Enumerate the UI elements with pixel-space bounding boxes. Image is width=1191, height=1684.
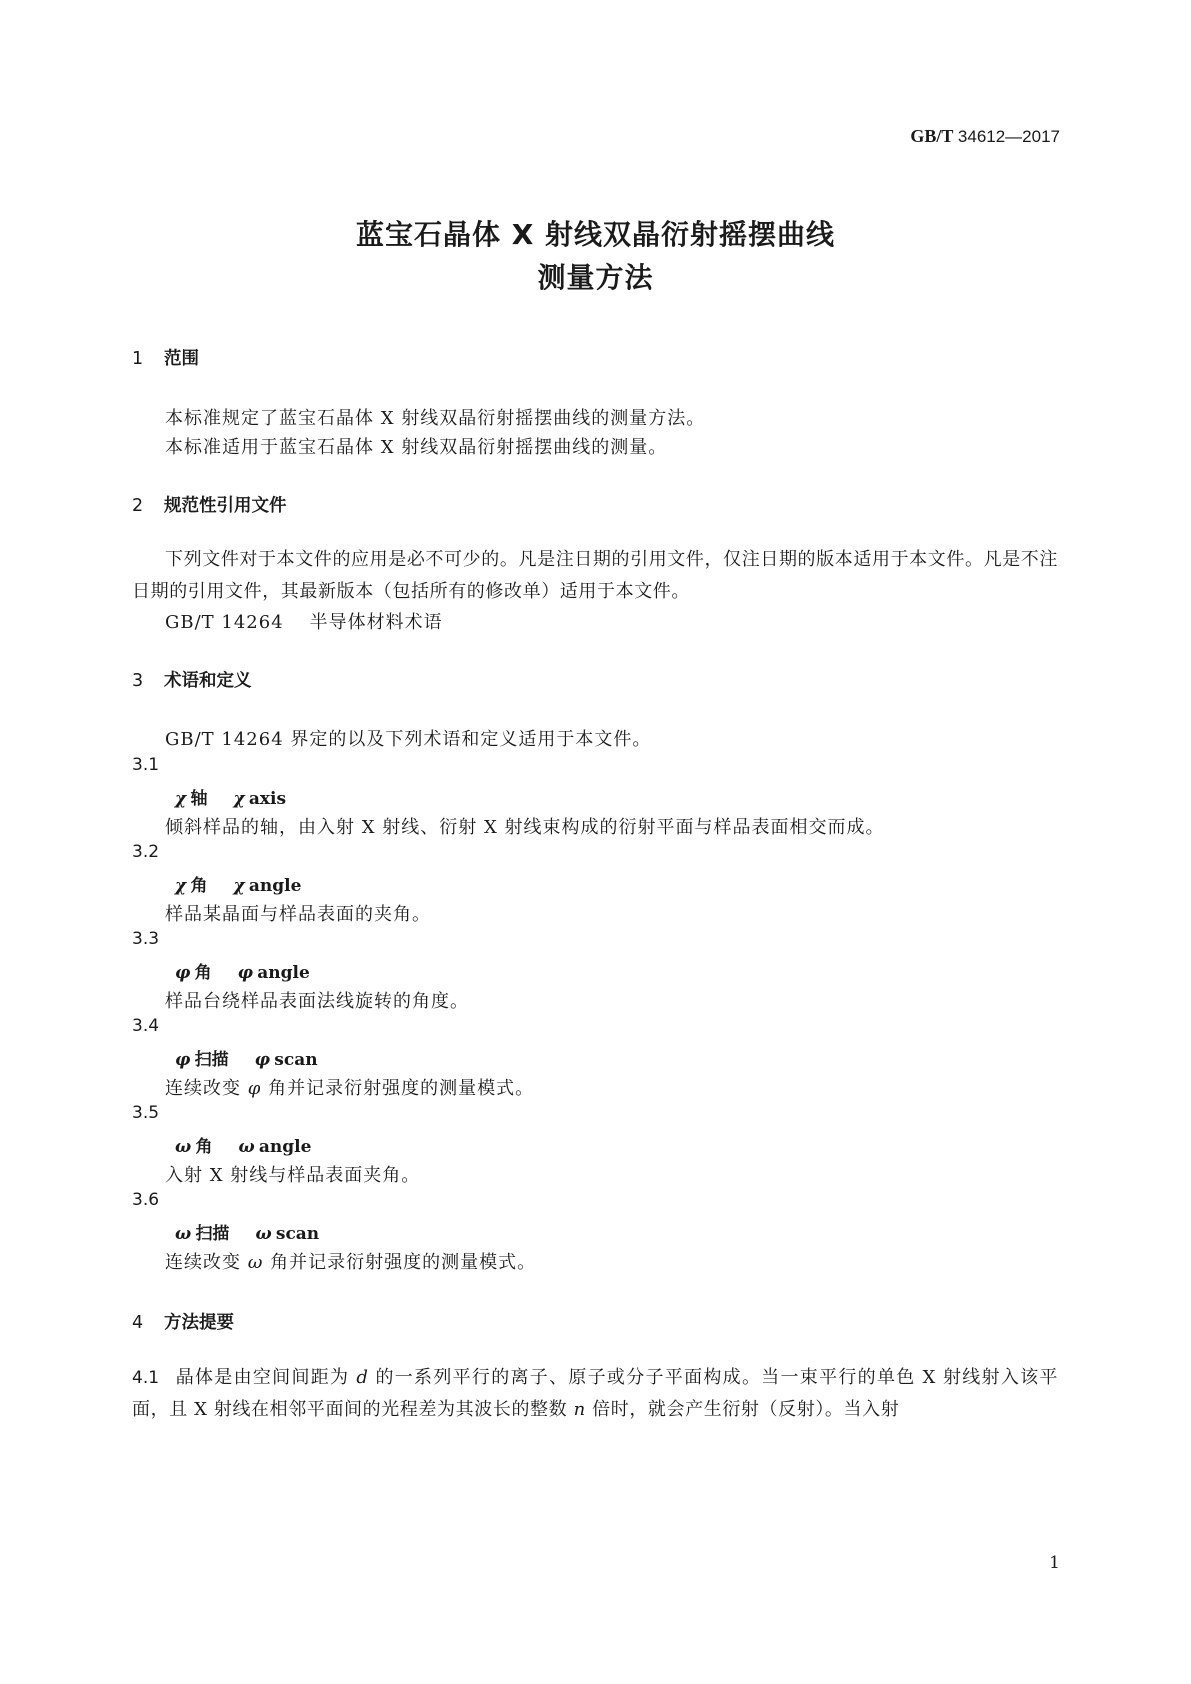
standard-code xyxy=(910,126,1060,147)
term-title: φ 角 φ angle xyxy=(175,963,310,983)
section-heading-1: 1 范围 xyxy=(132,349,199,369)
section-2-paragraph: 下列文件对于本文件的应用是必不可少的。凡是注日期的引用文件，仅注日期的版本适用于本文件。凡是不注日期的引用文件，其最新版本（包括所有的修改单）适用于本文件。 xyxy=(132,549,1058,602)
clause-number: 4.1 xyxy=(132,1368,160,1388)
term-title: ω 角 ω angle xyxy=(175,1137,312,1157)
term-number: 3.1 xyxy=(132,755,160,775)
term-number: 3.4 xyxy=(132,1016,160,1036)
section-heading-4: 4 方法提要 xyxy=(132,1313,234,1333)
term-title: χ 角 χ angle xyxy=(175,876,302,896)
document-title-line1: 蓝宝石晶体 X 射线双晶衍射摇摆曲线 xyxy=(355,218,836,251)
term-title: ω 扫描 ω scan xyxy=(175,1224,320,1244)
term-title: φ 扫描 φ scan xyxy=(175,1050,318,1070)
reference-code: GB/T 14264 xyxy=(165,612,284,633)
variable-n: n xyxy=(573,1399,586,1420)
section-1-paragraph-1: 本标准规定了蓝宝石晶体 X 射线双晶衍射摇摆曲线的测量方法。 xyxy=(165,408,706,429)
term-definition: 样品某晶面与样品表面的夹角。 xyxy=(165,904,431,925)
term-title: χ 轴 χ axis xyxy=(175,789,287,809)
term-definition: 入射 X 射线与样品表面夹角。 xyxy=(165,1165,421,1186)
term-number: 3.3 xyxy=(132,929,160,949)
section-3-intro: GB/T 14264 界定的以及下列术语和定义适用于本文件。 xyxy=(165,729,652,750)
section-heading-2: 2 规范性引用文件 xyxy=(132,496,287,516)
variable-d: d xyxy=(356,1367,369,1388)
standard-prefix: GB/T xyxy=(910,126,954,146)
term-definition: 样品台绕样品表面法线旋转的角度。 xyxy=(165,991,469,1012)
term-definition: 连续改变 φ 角并记录衍射强度的测量模式。 xyxy=(165,1078,535,1099)
term-definition: 连续改变 ω 角并记录衍射强度的测量模式。 xyxy=(165,1252,537,1273)
section-1-paragraph-2: 本标准适用于蓝宝石晶体 X 射线双晶衍射摇摆曲线的测量。 xyxy=(165,437,668,458)
normative-reference xyxy=(165,608,443,634)
term-number: 3.6 xyxy=(132,1190,160,1210)
term-number: 3.2 xyxy=(132,842,160,862)
document-title-line2: 测量方法 xyxy=(537,261,654,294)
standard-number: 34612—2017 xyxy=(957,127,1060,146)
section-heading-3: 3 术语和定义 xyxy=(132,671,252,691)
term-number: 3.5 xyxy=(132,1103,160,1123)
page-number: 1 xyxy=(1049,1553,1060,1573)
clause-4-1-paragraph: 4.1 晶体是由空间间距为 d 的一系列平行的离子、原子或分子平面构成。当一束平行的单色 X 射线射入该平面，且 X 射线在相邻平面间的光程差为其波长的整数 n 倍时，就会产生衍射（反射）。当入射 xyxy=(132,1367,1058,1420)
reference-title: 半导体材料术语 xyxy=(309,612,443,633)
term-definition: 倾斜样品的轴，由入射 X 射线、衍射 X 射线束构成的衍射平面与样品表面相交而成。 xyxy=(165,817,885,838)
